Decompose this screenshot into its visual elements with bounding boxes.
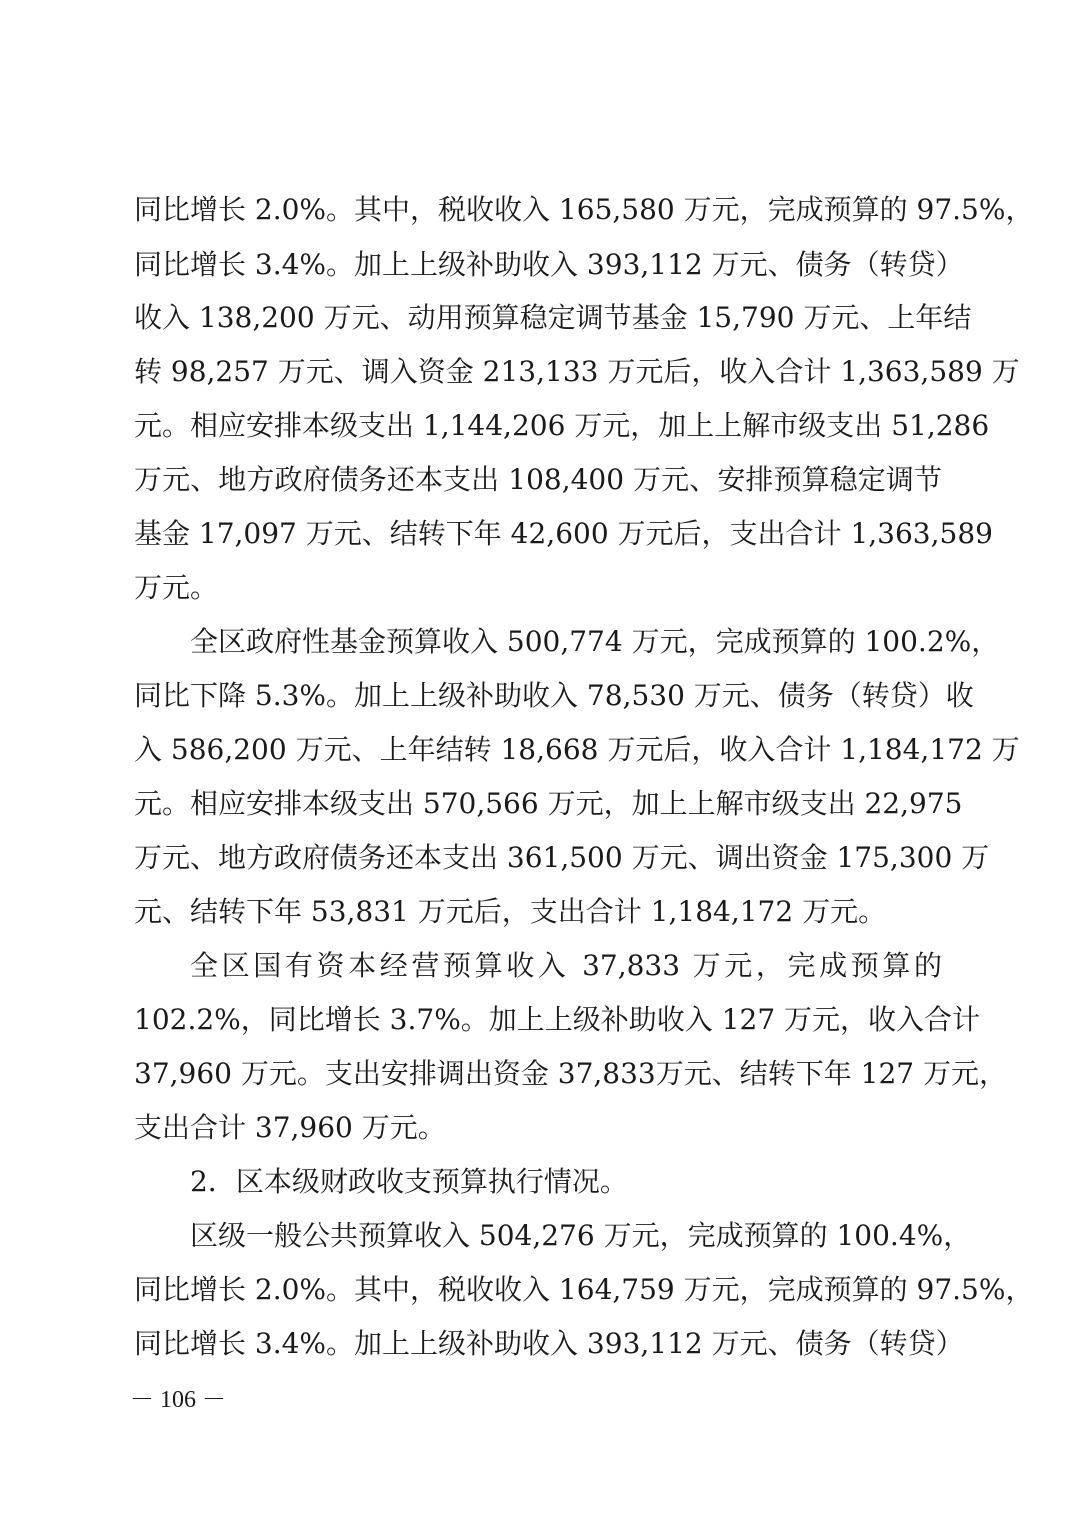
text-line-5: 元。相应安排本级支出 1,144,206 万元，加上上解市级支出 51,286 (134, 409, 990, 442)
text-line-18: 支出合计 37,960 万元。 (134, 1111, 446, 1144)
text-line-21: 同比增长 2.0%。其中，税收收入 164,759 万元，完成预算的 97.5%， (134, 1273, 1034, 1306)
text-line-22: 同比增长 3.4%。加上上级补助收入 393,112 万元、债务（转贷） (134, 1327, 964, 1360)
section-heading: 2．区本级财政收支预算执行情况。 (190, 1165, 628, 1198)
text-line-20: 区级一般公共预算收入 504,276 万元，完成预算的 100.4%， (190, 1219, 972, 1252)
text-line-15: 全区国有资本经营预算收入 37,833 万元，完成预算的 (190, 949, 942, 982)
text-line-3: 收入 138,200 万元、动用预算稳定调节基金 15,790 万元、上年结 (134, 301, 972, 334)
text-line-7: 基金 17,097 万元、结转下年 42,600 万元后，支出合计 1,363,589 (134, 517, 993, 550)
text-line-11: 入 586,200 万元、上年结转 18,668 万元后，收入合计 1,184,172 万 (134, 733, 1020, 766)
text-line-17: 37,960 万元。支出安排调出资金 37,833万元、结转下年 127 万元， (134, 1057, 1007, 1090)
text-line-12: 元。相应安排本级支出 570,566 万元，加上上解市级支出 22,975 (134, 787, 963, 820)
text-line-14: 元、结转下年 53,831 万元后，支出合计 1,184,172 万元。 (134, 895, 887, 928)
text-line-6: 万元、地方政府债务还本支出 108,400 万元、安排预算稳定调节 (134, 463, 942, 496)
text-line-9: 全区政府性基金预算收入 500,774 万元，完成预算的 100.2%， (190, 625, 1000, 658)
text-line-2: 同比增长 3.4%。加上上级补助收入 393,112 万元、债务（转贷） (134, 248, 964, 281)
text-line-1: 同比增长 2.0%。其中，税收收入 165,580 万元，完成预算的 97.5%， (134, 193, 1034, 226)
text-line-13: 万元、地方政府债务还本支出 361,500 万元、调出资金 175,300 万 (134, 841, 990, 874)
page-number: － 106 － (130, 1387, 226, 1413)
text-line-10: 同比下降 5.3%。加上上级补助收入 78,530 万元、债务（转贷）收 (134, 679, 974, 712)
text-line-4: 转 98,257 万元、调入资金 213,133 万元后，收入合计 1,363,589 万 (134, 355, 1020, 388)
text-line-8: 万元。 (134, 571, 219, 604)
text-line-16: 102.2%，同比增长 3.7%。加上上级补助收入 127 万元，收入合计 (134, 1003, 981, 1036)
